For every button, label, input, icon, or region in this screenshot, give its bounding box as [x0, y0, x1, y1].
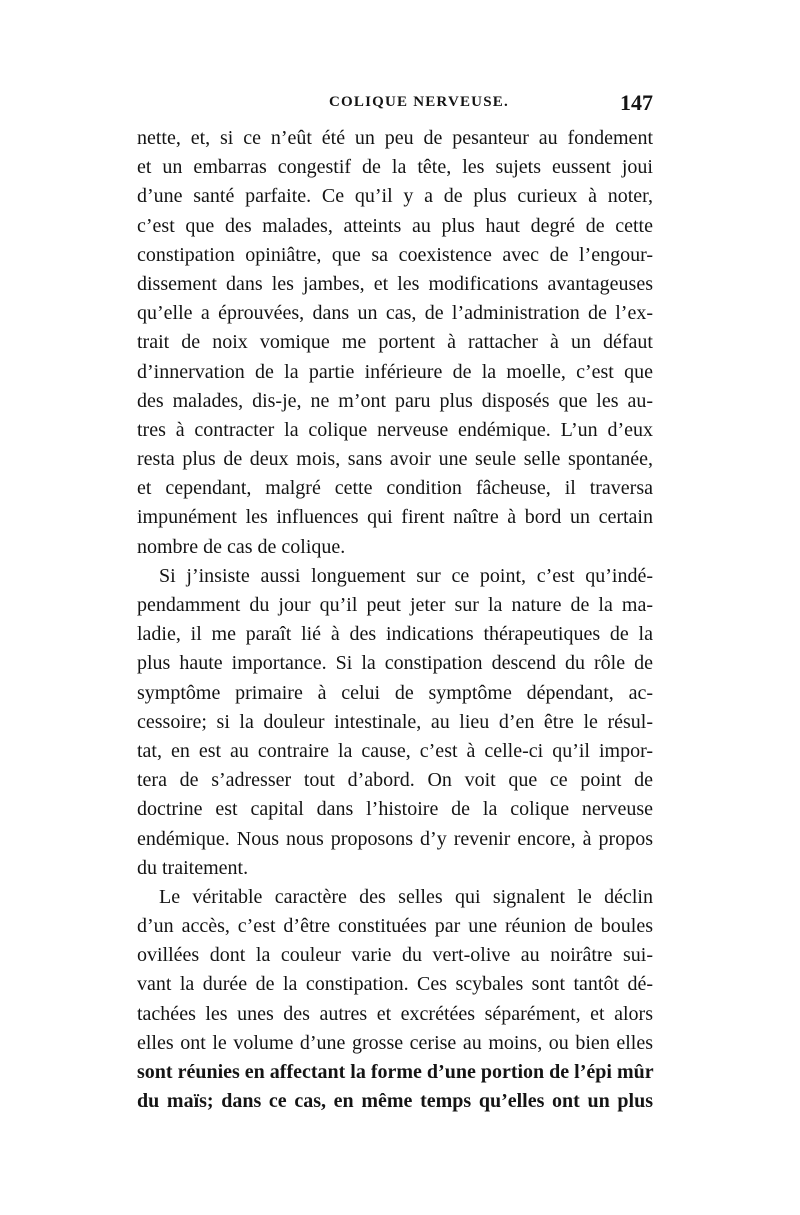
text-line: elles ont le volume d’une grosse cerise au moins, ou bien elles — [137, 1031, 653, 1054]
page-header — [137, 90, 653, 124]
text-line: plus haute importance. Si la constipation descend du rôle de — [137, 652, 653, 675]
text-line: resta plus de deux mois, sans avoir une seule selle spontanée, — [137, 448, 653, 471]
text-line: symptôme primaire à celui de symptôme dépendant, ac- — [137, 681, 653, 704]
text-line: doctrine est capital dans l’histoire de la colique nerveuse — [137, 798, 653, 821]
text-line: d’une santé parfaite. Ce qu’il y a de plus curieux à noter, — [137, 185, 653, 208]
text-line: du traitement. — [137, 856, 249, 879]
text-line: nette, et, si ce n’eût été un peu de pesanteur au fondement — [137, 127, 653, 149]
text-line: du maïs; dans ce cas, en même temps qu’elles ont un plus — [137, 1090, 653, 1113]
text-line: vant la durée de la constipation. Ces scybales sont tantôt dé- — [137, 973, 653, 996]
paragraph — [137, 124, 653, 562]
text-line: c’est que des malades, atteints au plus haut degré de cette — [137, 214, 653, 237]
text-line: tres à contracter la colique nerveuse endémique. L’un d’eux — [137, 418, 653, 441]
text-line: et cependant, malgré cette condition fâcheuse, il traversa — [137, 477, 653, 500]
body-text — [137, 124, 653, 1116]
text-line: ladie, il me paraît lié à des indications thérapeutiques de la — [137, 623, 653, 646]
book-page — [137, 90, 654, 1116]
text-line: Si j’insiste aussi longuement sur ce point, c’est qu’indé- — [159, 564, 653, 587]
text-line: qu’elle a éprouvées, dans un cas, de l’administration de l’ex- — [137, 302, 653, 325]
text-line: trait de noix vomique me portent à rattacher à un défaut — [137, 331, 653, 354]
text-line: ovillées dont la couleur varie du vert-olive au noirâtre sui- — [137, 944, 653, 967]
text-line: impunément les influences qui firent naître à bord un certain — [137, 506, 653, 529]
paragraph — [137, 562, 653, 883]
text-line: nombre de cas de colique. — [137, 535, 346, 558]
text-line: d’un accès, c’est d’être constituées par une réunion de boules — [137, 915, 653, 938]
text-line: d’innervation de la partie inférieure de la moelle, c’est que — [137, 360, 653, 383]
text-line: cessoire; si la douleur intestinale, au lieu d’en être le résul- — [137, 710, 653, 733]
paragraph — [137, 883, 653, 1117]
page-number: 147 — [620, 90, 653, 115]
text-line: constipation opiniâtre, que sa coexistence avec de l’engour- — [137, 243, 653, 266]
text-line: tat, en est au contraire la cause, c’est à celle-ci qu’il impor- — [137, 739, 653, 762]
text-line: dissement dans les jambes, et les modifications avantageuses — [137, 272, 653, 295]
text-line: sont réunies en affectant la forme d’une portion de l’épi mûr — [137, 1061, 654, 1083]
text-line: Le véritable caractère des selles qui signalent le déclin — [159, 885, 653, 908]
running-title: COLIQUE NERVEUSE. — [329, 94, 509, 110]
text-line: tera de s’adresser tout d’abord. On voit que ce point de — [137, 769, 653, 792]
text-line: pendamment du jour qu’il peut jeter sur la nature de la ma- — [137, 594, 653, 616]
text-line: tachées les unes des autres et excrétées séparément, et alors — [137, 1002, 653, 1025]
text-line: endémique. Nous nous proposons d’y revenir encore, à propos — [137, 827, 653, 850]
text-line: et un embarras congestif de la tête, les sujets eussent joui — [137, 156, 653, 179]
text-line: des malades, dis-je, ne m’ont paru plus disposés que les au- — [137, 389, 653, 412]
